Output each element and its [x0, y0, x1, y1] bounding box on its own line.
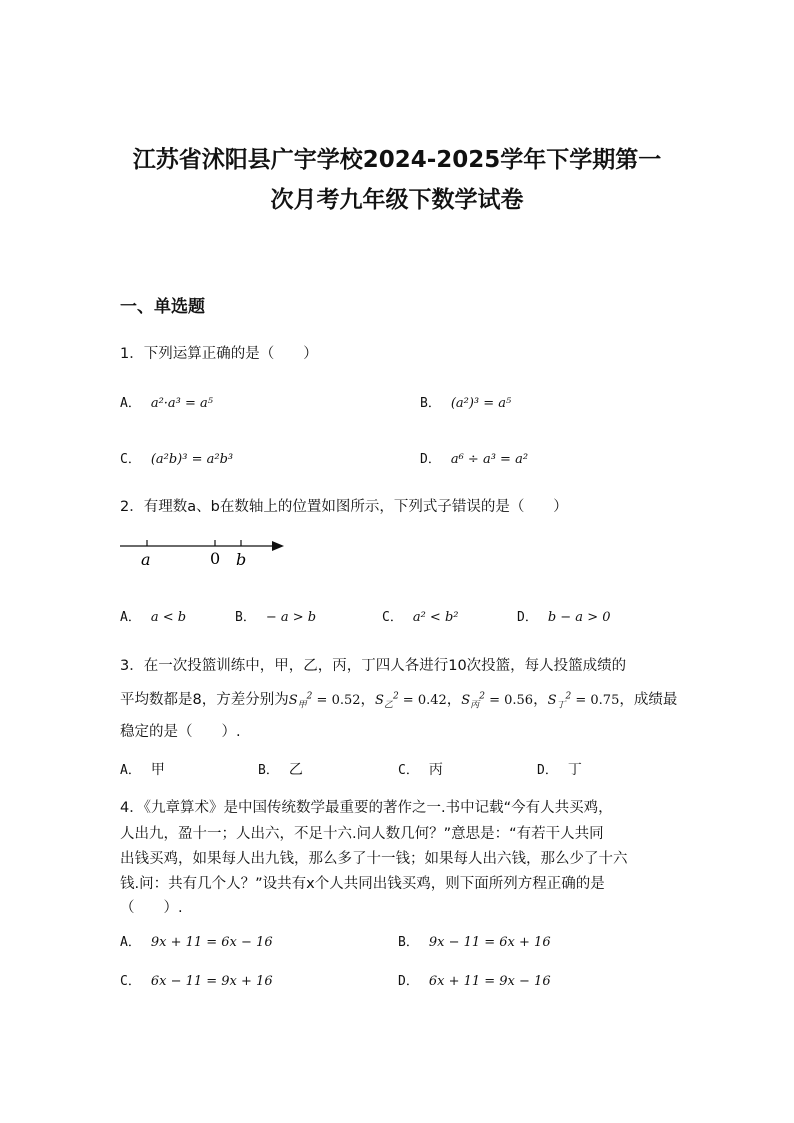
- q3-line-3: 稳定的是（ ）.: [120, 724, 241, 740]
- q1-option-b: B． (a²)³ = a⁵: [420, 396, 512, 411]
- label-b: b: [236, 550, 247, 569]
- q3-line-2: 平均数都是8，方差分别为$S_甲^2 = 0.52$，$S_乙^2 = 0.42$，$S_丙^2 = 0.56$，$S_丁^2 = 0.75$，成绩最: [120, 691, 678, 711]
- q2-option-c: C． a² < b²: [382, 610, 459, 625]
- number-line-figure: [116, 532, 292, 572]
- q1-option-c: C． (a²b)³ = a²b³: [120, 452, 234, 467]
- document-title-line-2: 次月考九年级下数学试卷: [270, 187, 524, 213]
- q2-stem: 2．有理数a、b在数轴上的位置如图所示，下列式子错误的是（ ）: [120, 499, 568, 515]
- label-a: a: [141, 550, 151, 569]
- q3-option-d: D． 丁: [537, 762, 582, 778]
- q3-option-a: A． 甲: [120, 762, 165, 778]
- q4-line-3: 出钱买鸡，如果每人出九钱，那么多了十一钱；如果每人出六钱，那么少了十六: [120, 851, 628, 867]
- q4-option-d: D． 6x + 11 = 9x − 16: [398, 974, 551, 989]
- arrow-icon: [272, 541, 284, 551]
- q4-option-b: B． 9x − 11 = 6x + 16: [398, 935, 551, 950]
- q3-option-c: C． 丙: [398, 762, 443, 778]
- section-heading: 一、单选题: [120, 297, 205, 317]
- q1-option-a: A． a²·a³ = a⁵: [120, 396, 214, 411]
- q4-line-5: （ ）.: [120, 900, 183, 916]
- q1-option-d: D． a⁶ ÷ a³ = a²: [420, 452, 529, 467]
- q4-line-1: 4．《九章算术》是中国传统数学最重要的著作之一.书中记载“今有人共买鸡，: [120, 800, 613, 816]
- q4-option-a: A． 9x + 11 = 6x − 16: [120, 935, 273, 950]
- label-zero: 0: [210, 549, 221, 568]
- q2-option-d: D． b − a > 0: [517, 610, 611, 625]
- q4-option-c: C． 6x − 11 = 9x + 16: [120, 974, 273, 989]
- q4-line-4: 钱.问：共有几个人？”设共有x个人共同出钱买鸡，则下面所列方程正确的是: [120, 876, 605, 892]
- q3-line-1: 3．在一次投篮训练中，甲，乙，丙，丁四人各进行10次投篮，每人投篮成绩的: [120, 658, 627, 674]
- q2-option-b: B． − a > b: [235, 610, 317, 625]
- q3-option-b: B． 乙: [258, 762, 303, 778]
- q2-option-a: A． a < b: [120, 610, 187, 625]
- q1-stem: 1．下列运算正确的是（ ）: [120, 346, 318, 362]
- document-title-line-1: 江苏省沭阳县广宇学校2024-2025学年下学期第一: [132, 147, 662, 173]
- q4-line-2: 人出九，盈十一；人出六，不足十六.问人数几何？”意思是：“有若干人共同: [120, 826, 604, 842]
